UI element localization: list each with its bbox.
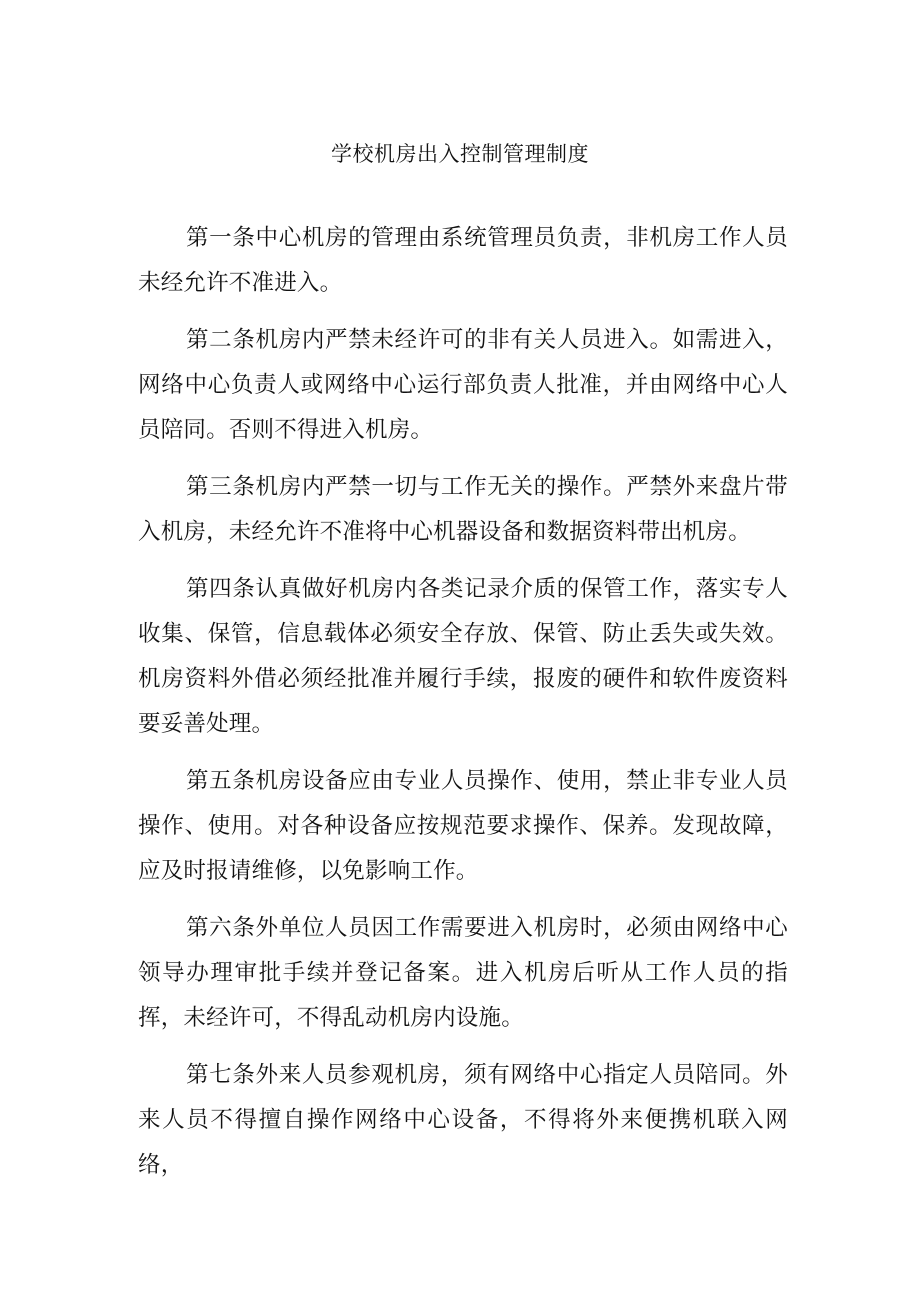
article-6-paragraph: 第六条外单位人员因工作需要进入机房时，必须由网络中心领导办理审批手续并登记备案。进入机房后听从工作人员的指挥，未经许可，不得乱动机房内设施。	[138, 915, 788, 1031]
document-body	[138, 216, 788, 1200]
article-3-paragraph: 第三条机房内严禁一切与工作无关的操作。严禁外来盘片带入机房，未经允许不准将中心机器设备和数据资料带出机房。	[138, 474, 788, 545]
article-4-paragraph: 第四条认真做好机房内各类记录介质的保管工作，落实专人收集、保管，信息载体必须安全存放、保管、防止丢失或失效。机房资料外借必须经批准并履行手续，报废的硬件和软件废资料要妥善处理。	[138, 576, 788, 737]
article-5-paragraph: 第五条机房设备应由专业人员操作、使用，禁止非专业人员操作、使用。对各种设备应按规范要求操作、保养。发现故障，应及时报请维修，以免影响工作。	[138, 768, 788, 884]
article-1-paragraph: 第一条中心机房的管理由系统管理员负责，非机房工作人员未经允许不准进入。	[138, 225, 788, 296]
document-title: 学校机房出入控制管理制度	[331, 142, 589, 166]
article-2-paragraph: 第二条机房内严禁未经许可的非有关人员进入。如需进入，网络中心负责人或网络中心运行部负责人批准，并由网络中心人员陪同。否则不得进入机房。	[138, 327, 788, 443]
article-7-paragraph: 第七条外来人员参观机房，须有网络中心指定人员陪同。外来人员不得擅自操作网络中心设备，不得将外来便携机联入网络，	[138, 1062, 788, 1178]
